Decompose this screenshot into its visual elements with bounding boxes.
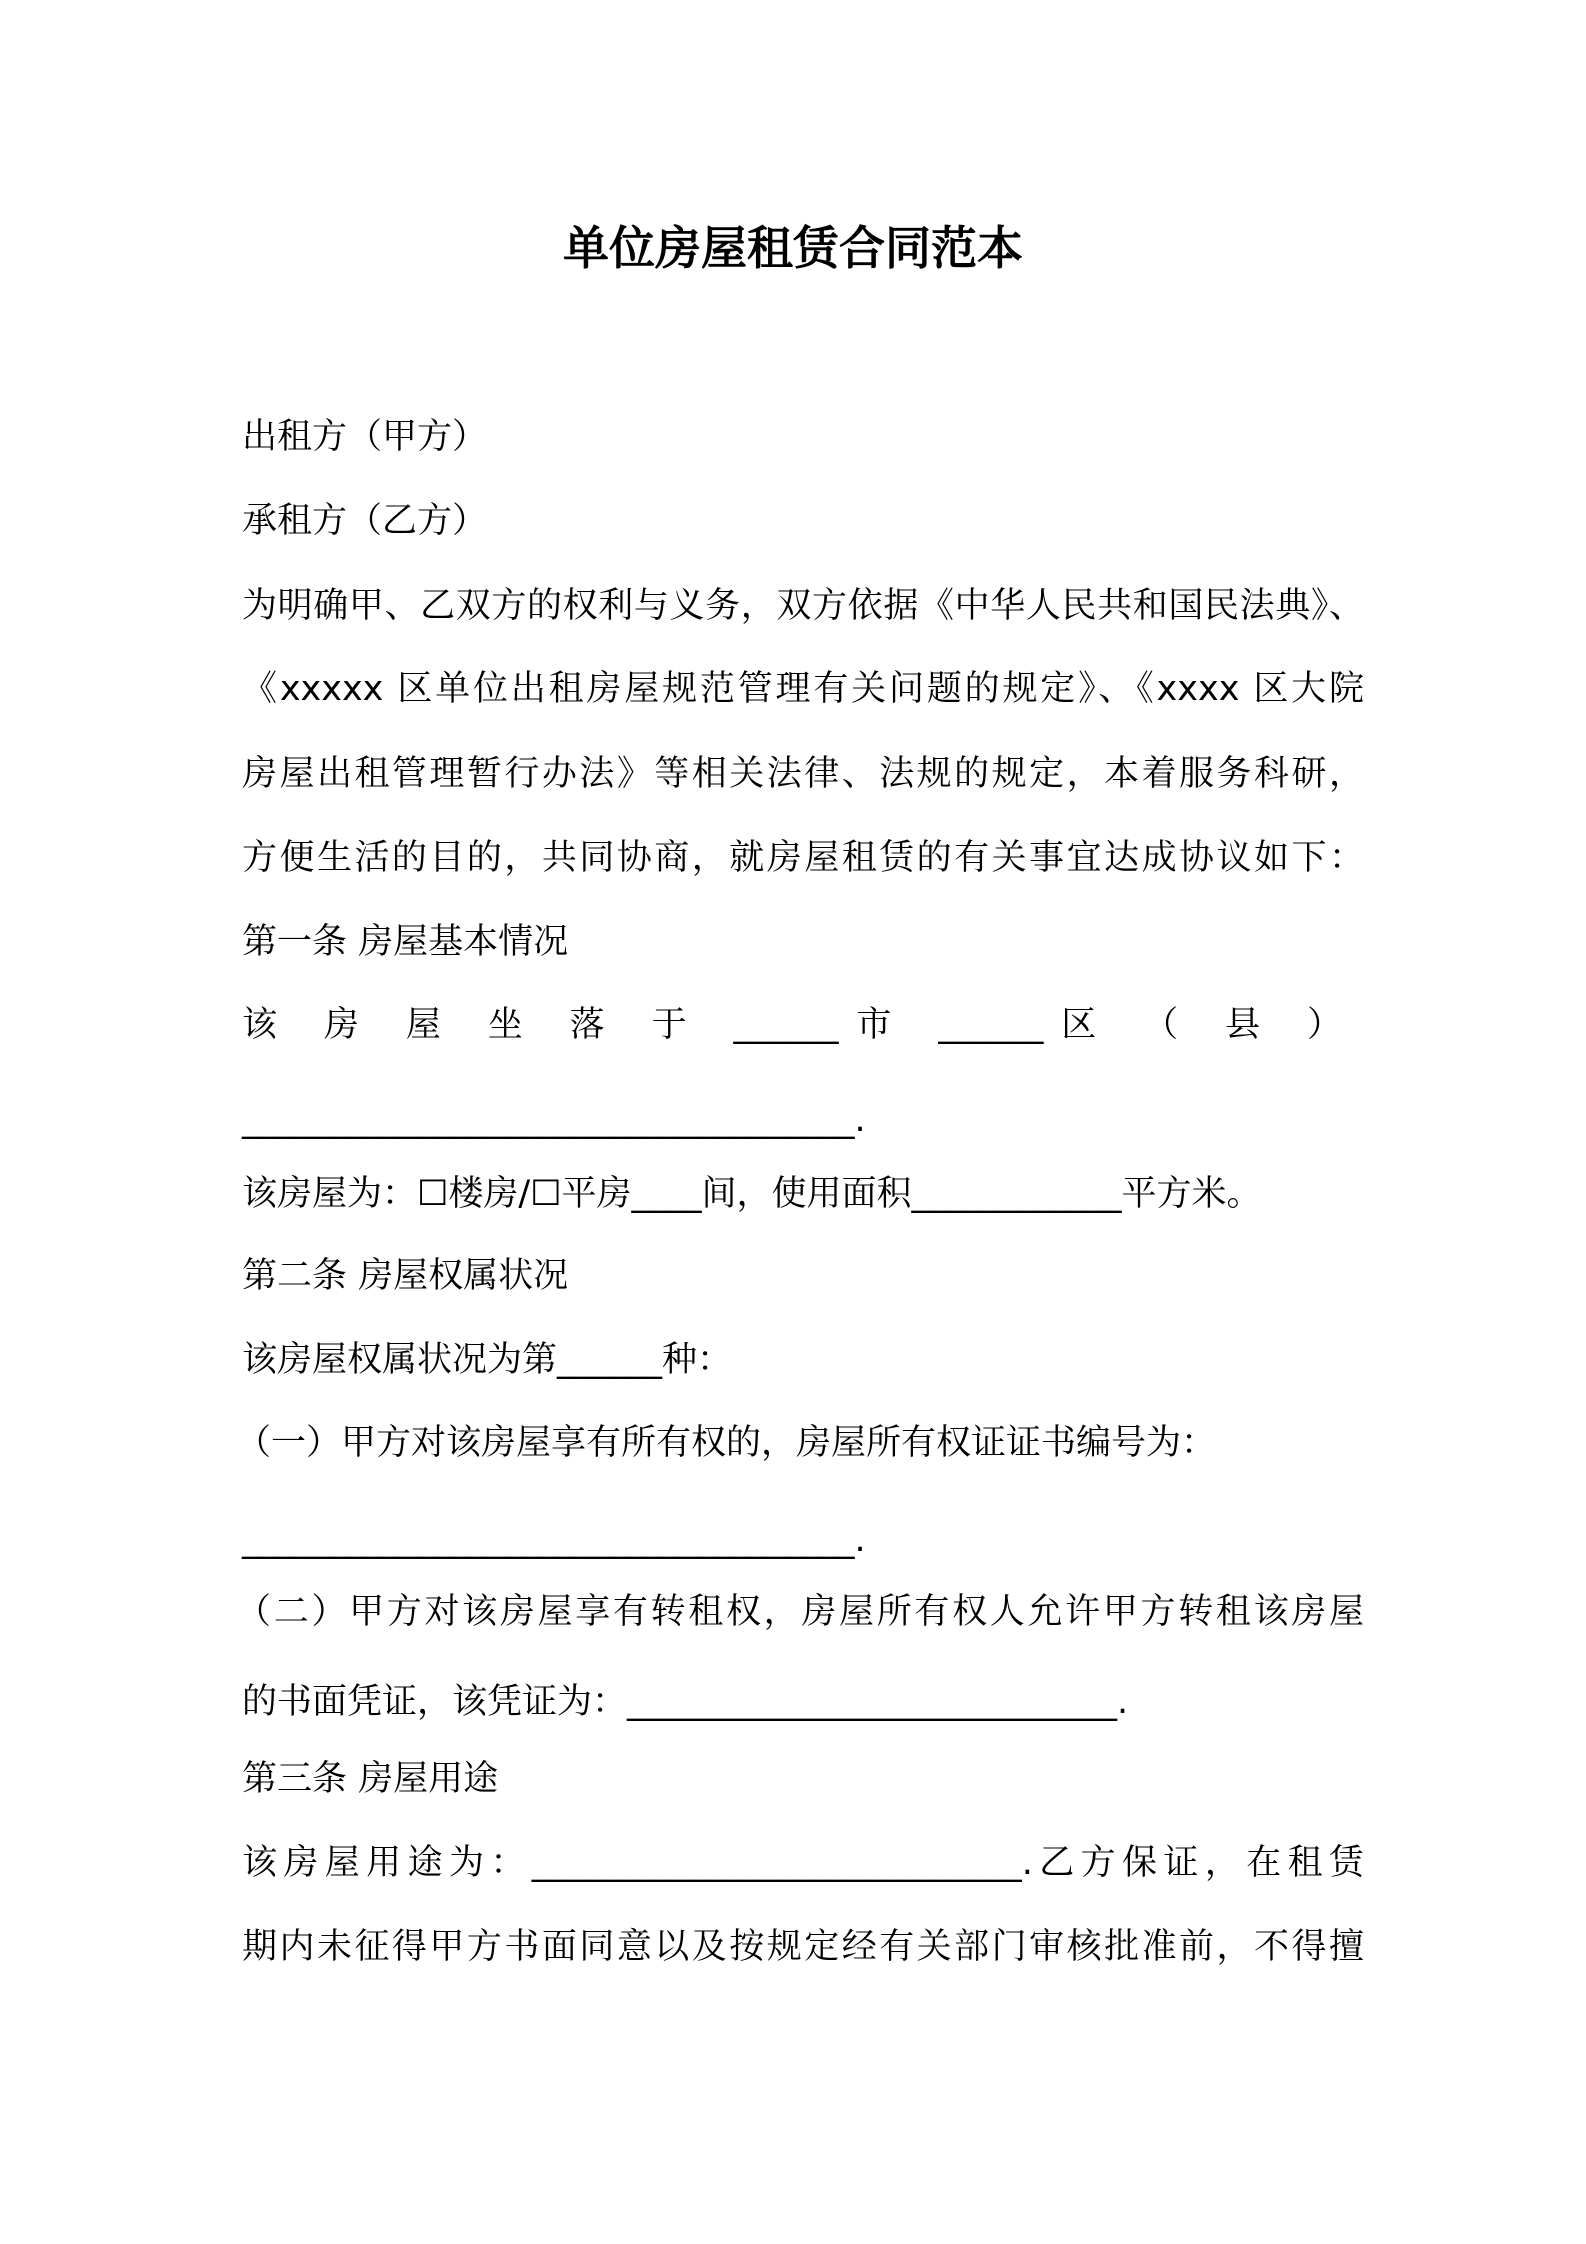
preamble-line-3: 房屋出租管理暂行办法》等相关法律、法规的规定，本着服务科研， xyxy=(242,754,1364,794)
article-1-heading: 第一条 房屋基本情况 xyxy=(242,922,569,962)
article-3-heading: 第三条 房屋用途 xyxy=(242,1759,499,1799)
preamble-line-4: 方便生活的目的，共同协商，就房屋租赁的有关事宜达成协议如下： xyxy=(242,838,1364,878)
certificate-blank: ___________________________________. xyxy=(242,1520,866,1560)
ownership-item-2: （二）甲方对该房屋享有转租权，房屋所有权人允许甲方转租该房屋 xyxy=(236,1592,1364,1632)
preamble-line-2: 《xxxxx 区单位出租房屋规范管理有关问题的规定》、《xxxx 区大院 xyxy=(242,669,1364,709)
ownership-item-1: （一）甲方对该房屋享有所有权的，房屋所有权证证书编号为： xyxy=(236,1423,1217,1463)
document-title: 单位房屋租赁合同范本 xyxy=(563,221,1023,275)
house-type-line: 该房屋为：☐楼房/☐平房____间，使用面积____________平方米。 xyxy=(242,1174,1262,1214)
address-blank: ___________________________________. xyxy=(242,1100,866,1140)
preamble-line-1: 为明确甲、乙双方的权利与义务，双方依据《中华人民共和国民法典》、 xyxy=(242,586,1364,626)
lessor-line: 出租方（甲方） xyxy=(242,417,488,457)
location-line: 该 房 屋 坐 落 于 ______市 ______区 （ 县 ） xyxy=(242,1005,1342,1045)
article-2-heading: 第二条 房屋权属状况 xyxy=(242,1256,569,1296)
usage-line-2: 期内未征得甲方书面同意以及按规定经有关部门审核批准前，不得擅 xyxy=(242,1927,1364,1967)
usage-line-1: 该房屋用途为：____________________________.乙方保证，在租赁 xyxy=(242,1843,1364,1883)
written-proof-line: 的书面凭证，该凭证为：____________________________. xyxy=(242,1682,1129,1722)
lessee-line: 承租方（乙方） xyxy=(242,501,488,541)
ownership-type-line: 该房屋权属状况为第______种： xyxy=(242,1340,733,1380)
